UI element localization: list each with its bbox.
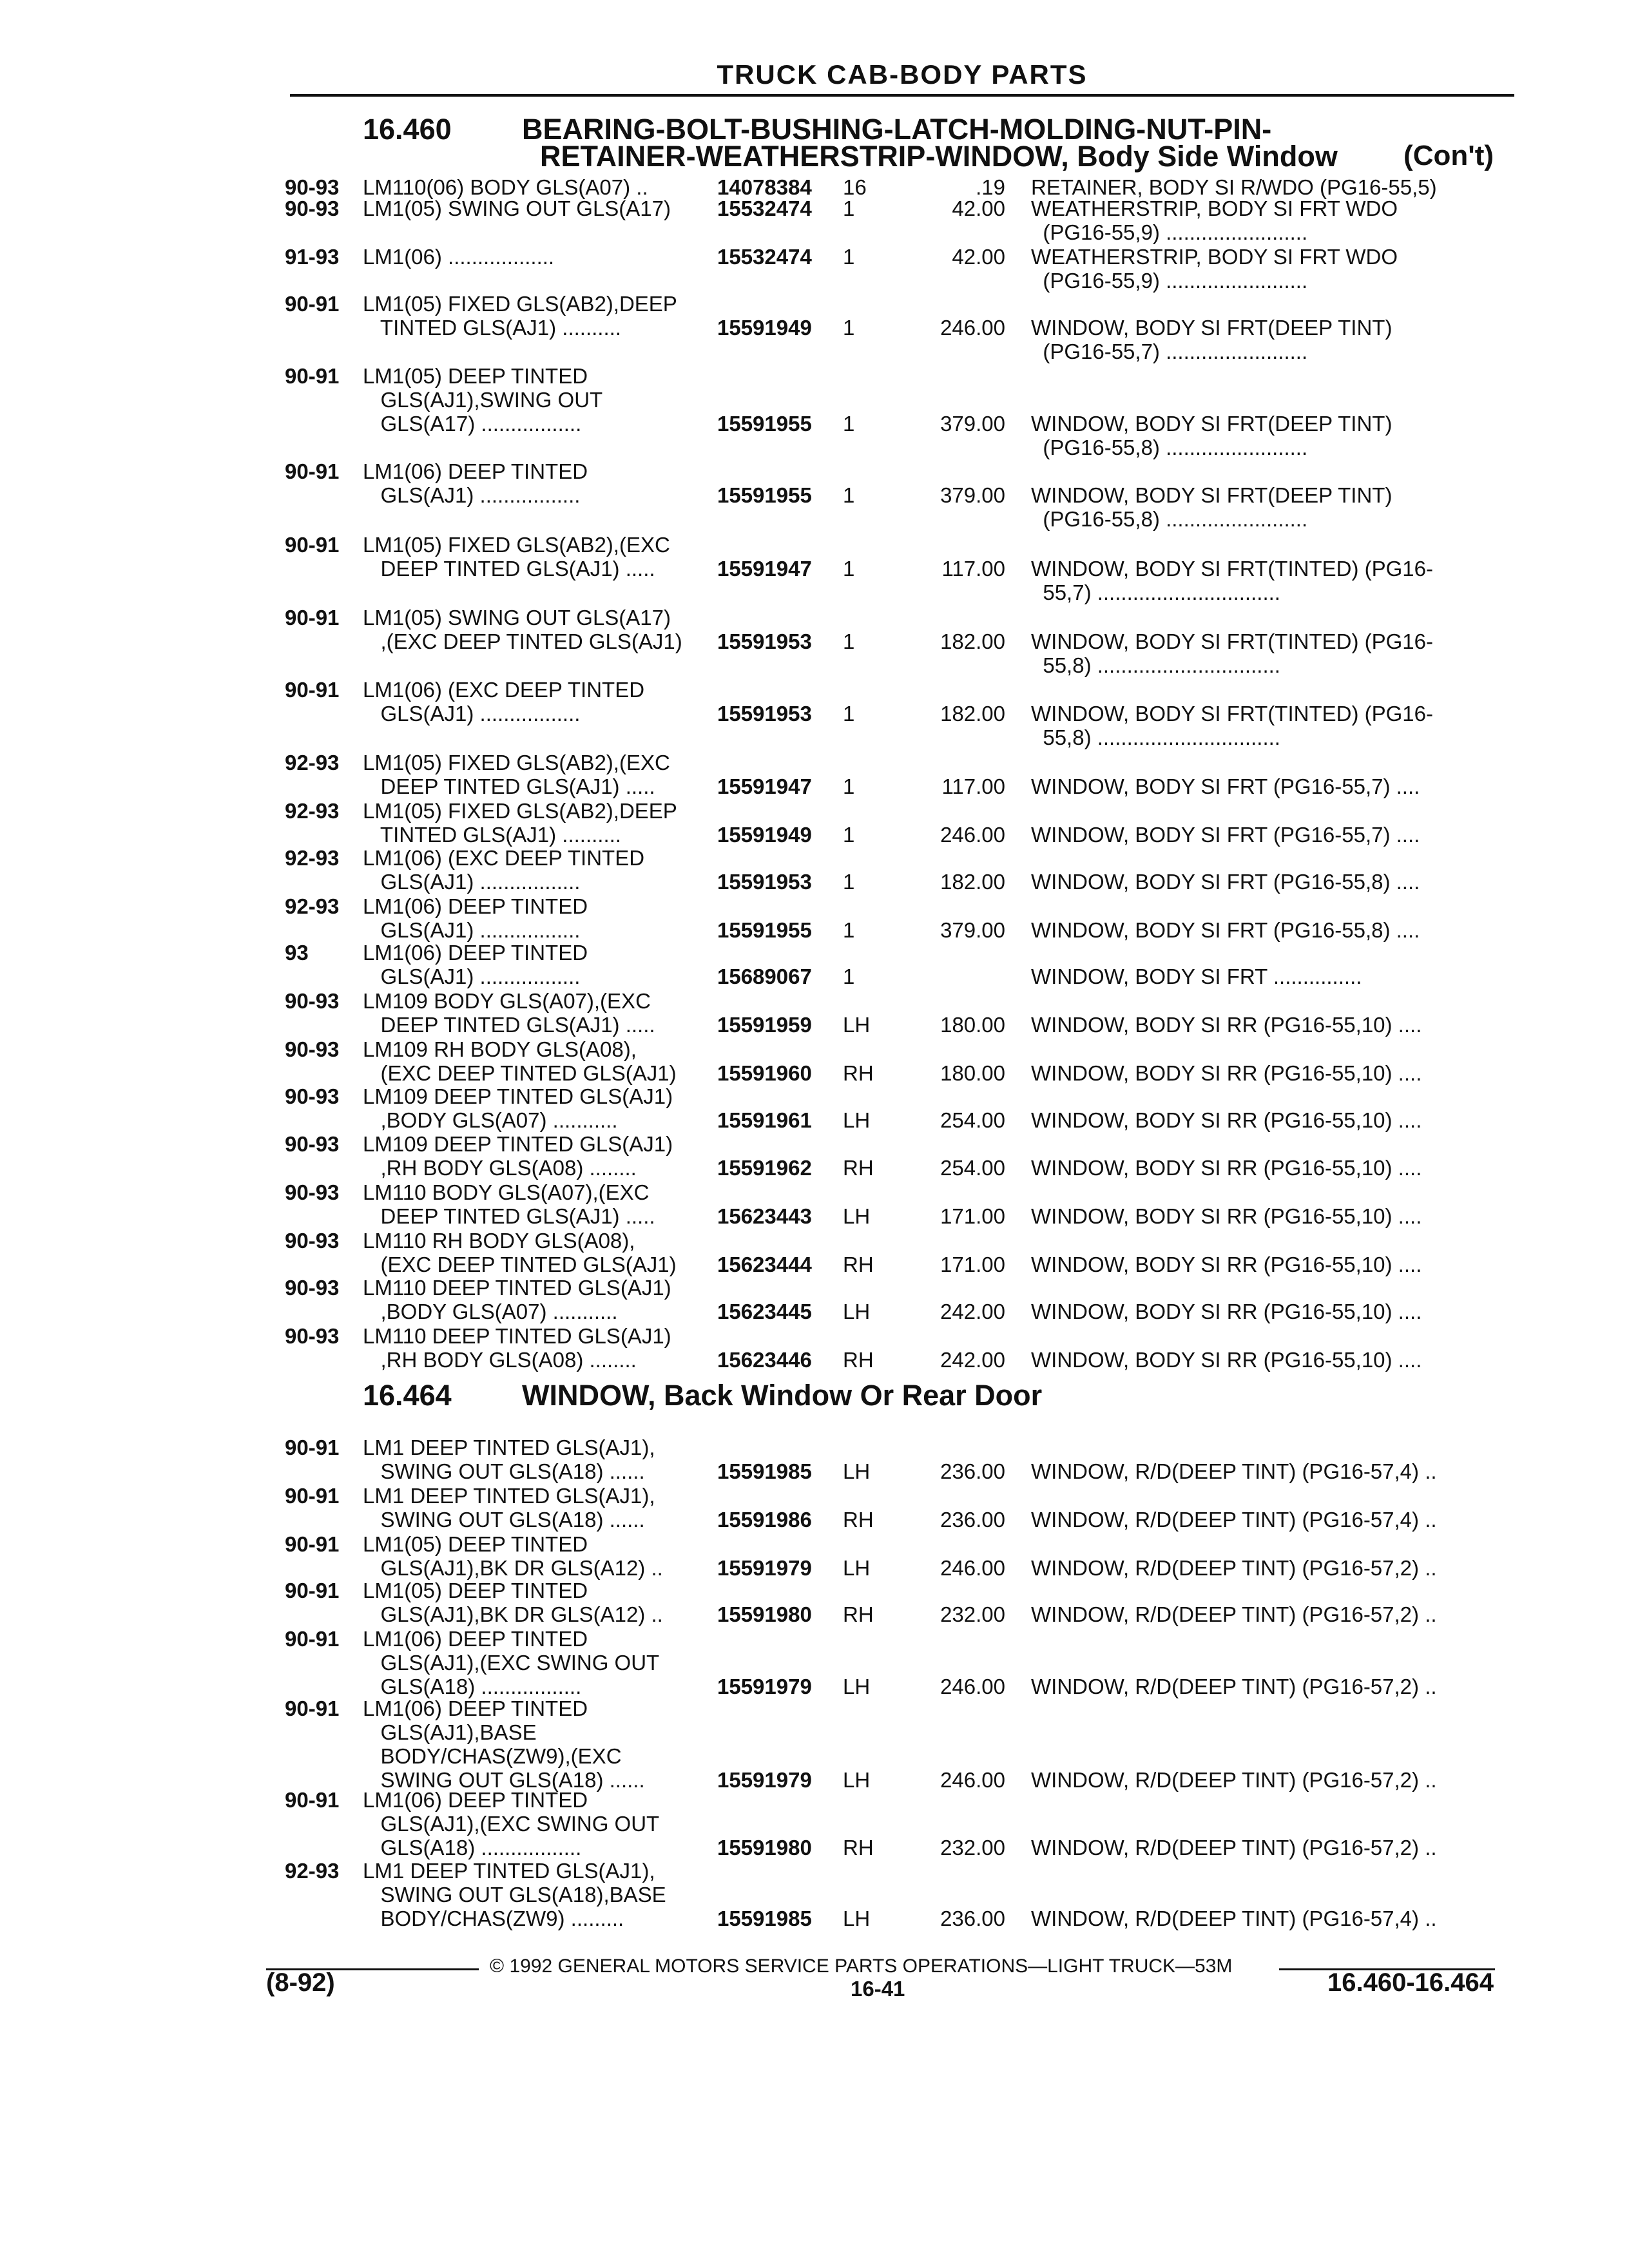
model-years: 90-91 <box>285 1484 340 1508</box>
usage-text: LM1(05) FIXED GLS(AB2),(EXC DEEP TINTED GLS(AJ1) ..... <box>363 751 670 798</box>
parts-row <box>0 894 1629 942</box>
quantity: 1 <box>843 774 855 798</box>
quantity: 1 <box>843 823 855 847</box>
parts-row <box>0 459 1629 531</box>
part-description: WEATHERSTRIP, BODY SI FRT WDO (PG16-55,9) ........................ <box>1031 245 1398 293</box>
part-number: 15591979 <box>717 1675 812 1698</box>
usage-text: LM1(06) (EXC DEEP TINTED GLS(AJ1) ................. <box>363 678 645 726</box>
usage-text: LM1(05) SWING OUT GLS(A17) <box>363 197 671 220</box>
quantity: LH <box>843 1204 871 1228</box>
part-description: WINDOW, R/D(DEEP TINT) (PG16-57,2) .. <box>1031 1602 1437 1626</box>
part-description: WINDOW, BODY SI FRT(DEEP TINT) (PG16-55,7) ........................ <box>1031 316 1393 363</box>
part-description: WINDOW, R/D(DEEP TINT) (PG16-57,2) .. <box>1031 1556 1437 1580</box>
parts-row <box>0 1579 1629 1626</box>
quantity: RH <box>843 1253 874 1276</box>
usage-text: LM110 RH BODY GLS(A08), (EXC DEEP TINTED GLS(AJ1) <box>363 1229 677 1276</box>
part-description: WINDOW, BODY SI RR (PG16-55,10) .... <box>1031 1108 1422 1132</box>
price: 242.00 <box>940 1300 1005 1323</box>
price: 236.00 <box>940 1459 1005 1483</box>
quantity: 16 <box>843 175 867 199</box>
model-years: 90-93 <box>285 989 340 1013</box>
model-years: 90-93 <box>285 1084 340 1108</box>
parts-row <box>0 364 1629 459</box>
usage-text: LM1(05) FIXED GLS(AB2),(EXC DEEP TINTED GLS(AJ1) ..... <box>363 533 670 581</box>
usage-text: LM1(06) DEEP TINTED GLS(AJ1) ................. <box>363 894 588 942</box>
model-years: 90-91 <box>285 606 340 629</box>
part-number: 15591953 <box>717 870 812 894</box>
price: 171.00 <box>940 1253 1005 1276</box>
parts-row <box>0 678 1629 749</box>
usage-text: LM1(05) DEEP TINTED GLS(AJ1),SWING OUT GLS(A17) ................. <box>363 364 603 436</box>
part-number: 15591979 <box>717 1556 812 1580</box>
parts-row <box>0 1859 1629 1930</box>
parts-row <box>0 1132 1629 1180</box>
price: 246.00 <box>940 1556 1005 1580</box>
price: 117.00 <box>941 774 1005 798</box>
quantity: RH <box>843 1602 874 1626</box>
parts-row <box>0 1484 1629 1532</box>
usage-text: LM1(06) .................. <box>363 245 555 269</box>
part-description: WINDOW, BODY SI FRT(DEEP TINT) (PG16-55,8) ........................ <box>1031 412 1393 459</box>
quantity: RH <box>843 1348 874 1372</box>
part-number: 15623444 <box>717 1253 812 1276</box>
price: 236.00 <box>940 1508 1005 1532</box>
parts-row <box>0 1180 1629 1228</box>
part-number: 15591947 <box>717 557 812 581</box>
price: 117.00 <box>941 557 1005 581</box>
model-years: 90-91 <box>285 678 340 702</box>
price: 42.00 <box>952 245 1005 269</box>
quantity: 1 <box>843 412 855 436</box>
part-description: WINDOW, BODY SI FRT ............... <box>1031 965 1362 988</box>
part-description: WINDOW, R/D(DEEP TINT) (PG16-57,2) .. <box>1031 1768 1437 1792</box>
price: 379.00 <box>940 412 1005 436</box>
usage-text: LM1(06) (EXC DEEP TINTED GLS(AJ1) ................. <box>363 846 645 894</box>
model-years: 90-91 <box>285 292 340 316</box>
part-number: 15591986 <box>717 1508 812 1532</box>
parts-row <box>0 799 1629 847</box>
quantity: LH <box>843 1459 871 1483</box>
price: 182.00 <box>940 870 1005 894</box>
section-number: 16.460 <box>363 113 452 146</box>
model-years: 90-93 <box>285 1229 340 1253</box>
model-years: 90-91 <box>285 1436 340 1459</box>
usage-text: LM110 DEEP TINTED GLS(AJ1) ,BODY GLS(A07) ........... <box>363 1276 671 1323</box>
part-description: RETAINER, BODY SI R/WDO (PG16-55,5) <box>1031 175 1437 199</box>
part-description: WINDOW, BODY SI FRT (PG16-55,7) .... <box>1031 823 1420 847</box>
usage-text: LM109 DEEP TINTED GLS(AJ1) ,BODY GLS(A07) ........... <box>363 1084 673 1132</box>
price: 236.00 <box>940 1907 1005 1930</box>
quantity: RH <box>843 1836 874 1860</box>
quantity: 1 <box>843 245 855 269</box>
usage-text: LM1 DEEP TINTED GLS(AJ1), SWING OUT GLS(A18) ...... <box>363 1484 655 1532</box>
model-years: 92-93 <box>285 894 340 918</box>
part-number: 15591955 <box>717 483 812 507</box>
model-years: 92-93 <box>285 1859 340 1883</box>
quantity: 1 <box>843 870 855 894</box>
quantity: 1 <box>843 965 855 988</box>
part-description: WINDOW, BODY SI RR (PG16-55,10) .... <box>1031 1253 1422 1276</box>
parts-row <box>0 533 1629 604</box>
part-description: WINDOW, R/D(DEEP TINT) (PG16-57,4) .. <box>1031 1459 1437 1483</box>
parts-row <box>0 1324 1629 1372</box>
usage-text: LM109 BODY GLS(A07),(EXC DEEP TINTED GLS(AJ1) ..... <box>363 989 655 1037</box>
model-years: 91-93 <box>285 245 340 269</box>
part-description: WINDOW, BODY SI FRT (PG16-55,8) .... <box>1031 918 1420 942</box>
parts-row <box>0 1627 1629 1698</box>
part-description: WINDOW, BODY SI RR (PG16-55,10) .... <box>1031 1156 1422 1180</box>
parts-row <box>0 1436 1629 1483</box>
price: 379.00 <box>940 918 1005 942</box>
page-header: TRUCK CAB-BODY PARTS <box>717 59 1088 90</box>
part-description: WINDOW, R/D(DEEP TINT) (PG16-57,4) .. <box>1031 1907 1437 1930</box>
parts-row <box>0 989 1629 1037</box>
usage-text: LM1(05) FIXED GLS(AB2),DEEP TINTED GLS(AJ1) .......... <box>363 799 677 847</box>
revision-date: (8-92) <box>266 1968 335 1997</box>
price: 246.00 <box>940 1768 1005 1792</box>
parts-row <box>0 1788 1629 1860</box>
price: .19 <box>976 175 1005 199</box>
part-number: 15591949 <box>717 823 812 847</box>
model-years: 90-91 <box>285 1696 340 1720</box>
usage-text: LM1(06) DEEP TINTED GLS(AJ1),(EXC SWING OUT GLS(A18) ................. <box>363 1788 660 1860</box>
price: 180.00 <box>940 1061 1005 1085</box>
part-number: 15591985 <box>717 1907 812 1930</box>
section-number: 16.464 <box>363 1379 452 1412</box>
quantity: LH <box>843 1300 871 1323</box>
quantity: LH <box>843 1556 871 1580</box>
part-number: 15591953 <box>717 629 812 653</box>
quantity: 1 <box>843 629 855 653</box>
part-number: 15591947 <box>717 774 812 798</box>
parts-row <box>0 1532 1629 1580</box>
part-description: WINDOW, BODY SI RR (PG16-55,10) .... <box>1031 1300 1422 1323</box>
usage-text: LM110 BODY GLS(A07),(EXC DEEP TINTED GLS(AJ1) ..... <box>363 1180 655 1228</box>
model-years: 90-93 <box>285 1276 340 1300</box>
price: 246.00 <box>940 823 1005 847</box>
quantity: RH <box>843 1508 874 1532</box>
model-years: 90-93 <box>285 175 340 199</box>
part-description: WINDOW, BODY SI RR (PG16-55,10) .... <box>1031 1013 1422 1037</box>
part-number: 15591953 <box>717 702 812 726</box>
parts-row <box>0 941 1629 988</box>
part-description: WINDOW, R/D(DEEP TINT) (PG16-57,4) .. <box>1031 1508 1437 1532</box>
model-years: 90-93 <box>285 197 340 220</box>
part-number: 15532474 <box>717 197 812 220</box>
part-description: WINDOW, BODY SI RR (PG16-55,10) .... <box>1031 1204 1422 1228</box>
model-years: 90-91 <box>285 533 340 557</box>
part-number: 14078384 <box>717 175 812 199</box>
price: 254.00 <box>940 1108 1005 1132</box>
model-years: 90-91 <box>285 459 340 483</box>
price: 254.00 <box>940 1156 1005 1180</box>
model-years: 90-91 <box>285 1532 340 1556</box>
part-description: WINDOW, R/D(DEEP TINT) (PG16-57,2) .. <box>1031 1836 1437 1860</box>
quantity: LH <box>843 1013 871 1037</box>
header-rule <box>290 94 1514 97</box>
price: 246.00 <box>940 1675 1005 1698</box>
quantity: 1 <box>843 918 855 942</box>
price: 182.00 <box>940 629 1005 653</box>
part-description: WINDOW, BODY SI FRT(DEEP TINT) (PG16-55,8) ........................ <box>1031 483 1393 531</box>
model-years: 90-93 <box>285 1132 340 1156</box>
section-title-line2: RETAINER-WEATHERSTRIP-WINDOW, Body Side Window <box>540 140 1338 173</box>
parts-row <box>0 197 1629 244</box>
price: 242.00 <box>940 1348 1005 1372</box>
usage-text: LM1(05) SWING OUT GLS(A17) ,(EXC DEEP TINTED GLS(AJ1) <box>363 606 682 653</box>
quantity: 1 <box>843 197 855 220</box>
part-description: WINDOW, BODY SI FRT(TINTED) (PG16- 55,8) ............................... <box>1031 629 1433 677</box>
model-years: 92-93 <box>285 846 340 870</box>
usage-text: LM109 RH BODY GLS(A08), (EXC DEEP TINTED GLS(AJ1) <box>363 1037 677 1085</box>
part-number: 15591962 <box>717 1156 812 1180</box>
part-number: 15591959 <box>717 1013 812 1037</box>
quantity: LH <box>843 1907 871 1930</box>
parts-row <box>0 1037 1629 1085</box>
model-years: 90-91 <box>285 364 340 388</box>
section-title-line1: BEARING-BOLT-BUSHING-LATCH-MOLDING-NUT-PIN- <box>522 113 1272 146</box>
part-description: WINDOW, BODY SI FRT(TINTED) (PG16- 55,7) ............................... <box>1031 557 1433 604</box>
parts-row <box>0 1276 1629 1323</box>
model-years: 92-93 <box>285 799 340 823</box>
parts-row <box>0 606 1629 677</box>
parts-row <box>0 1084 1629 1132</box>
part-description: WINDOW, R/D(DEEP TINT) (PG16-57,2) .. <box>1031 1675 1437 1698</box>
part-number: 15689067 <box>717 965 812 988</box>
part-description: WINDOW, BODY SI FRT (PG16-55,8) .... <box>1031 870 1420 894</box>
usage-text: LM110 DEEP TINTED GLS(AJ1) ,RH BODY GLS(A08) ........ <box>363 1324 671 1372</box>
usage-text: LM1(05) FIXED GLS(AB2),DEEP TINTED GLS(AJ1) .......... <box>363 292 677 340</box>
usage-text: LM1(05) DEEP TINTED GLS(AJ1),BK DR GLS(A12) .. <box>363 1579 663 1626</box>
quantity: 1 <box>843 483 855 507</box>
part-number: 15623446 <box>717 1348 812 1372</box>
quantity: LH <box>843 1768 871 1792</box>
price: 246.00 <box>940 316 1005 340</box>
part-number: 15623443 <box>717 1204 812 1228</box>
part-description: WEATHERSTRIP, BODY SI FRT WDO (PG16-55,9) ........................ <box>1031 197 1398 244</box>
part-number: 15591980 <box>717 1836 812 1860</box>
usage-text: LM1(06) DEEP TINTED GLS(AJ1),BASE BODY/CHAS(ZW9),(EXC SWING OUT GLS(A18) ...... <box>363 1696 645 1792</box>
usage-text: LM1(05) DEEP TINTED GLS(AJ1),BK DR GLS(A12) .. <box>363 1532 663 1580</box>
part-description: WINDOW, BODY SI FRT (PG16-55,7) .... <box>1031 774 1420 798</box>
quantity: RH <box>843 1061 874 1085</box>
part-number: 15591949 <box>717 316 812 340</box>
price: 379.00 <box>940 483 1005 507</box>
parts-row <box>0 292 1629 363</box>
model-years: 90-91 <box>285 1627 340 1651</box>
part-number: 15623445 <box>717 1300 812 1323</box>
price: 42.00 <box>952 197 1005 220</box>
model-years: 90-91 <box>285 1788 340 1812</box>
price: 232.00 <box>940 1602 1005 1626</box>
part-description: WINDOW, BODY SI RR (PG16-55,10) .... <box>1031 1348 1422 1372</box>
model-years: 92-93 <box>285 751 340 774</box>
price: 180.00 <box>940 1013 1005 1037</box>
part-number: 15591960 <box>717 1061 812 1085</box>
model-years: 90-93 <box>285 1037 340 1061</box>
page-number: 16-41 <box>851 1977 905 2001</box>
part-number: 15591961 <box>717 1108 812 1132</box>
parts-row <box>0 846 1629 894</box>
part-description: WINDOW, BODY SI FRT(TINTED) (PG16- 55,8) ............................... <box>1031 702 1433 749</box>
quantity: 1 <box>843 557 855 581</box>
usage-text: LM109 DEEP TINTED GLS(AJ1) ,RH BODY GLS(A08) ........ <box>363 1132 673 1180</box>
parts-row <box>0 751 1629 798</box>
part-number: 15591979 <box>717 1768 812 1792</box>
parts-row <box>0 1696 1629 1792</box>
copyright-notice: © 1992 GENERAL MOTORS SERVICE PARTS OPERATIONS—LIGHT TRUCK—53M <box>490 1956 1233 1977</box>
model-years: 90-93 <box>285 1324 340 1348</box>
price: 232.00 <box>940 1836 1005 1860</box>
part-number: 15591955 <box>717 918 812 942</box>
part-description: WINDOW, BODY SI RR (PG16-55,10) .... <box>1031 1061 1422 1085</box>
quantity: 1 <box>843 702 855 726</box>
quantity: LH <box>843 1108 871 1132</box>
usage-text: LM1(06) DEEP TINTED GLS(AJ1),(EXC SWING OUT GLS(A18) ................. <box>363 1627 660 1698</box>
quantity: LH <box>843 1675 871 1698</box>
parts-row <box>0 1229 1629 1276</box>
part-number: 15591985 <box>717 1459 812 1483</box>
section-range: 16.460-16.464 <box>1327 1968 1494 1997</box>
model-years: 90-93 <box>285 1180 340 1204</box>
quantity: RH <box>843 1156 874 1180</box>
price: 171.00 <box>940 1204 1005 1228</box>
model-years: 93 <box>285 941 309 965</box>
section-title: WINDOW, Back Window Or Rear Door <box>522 1379 1043 1412</box>
quantity: 1 <box>843 316 855 340</box>
usage-text: LM110(06) BODY GLS(A07) .. <box>363 175 648 199</box>
usage-text: LM1(06) DEEP TINTED GLS(AJ1) ................. <box>363 941 588 988</box>
price: 182.00 <box>940 702 1005 726</box>
usage-text: LM1 DEEP TINTED GLS(AJ1), SWING OUT GLS(A18),BASE BODY/CHAS(ZW9) ......... <box>363 1859 666 1930</box>
model-years: 90-91 <box>285 1579 340 1602</box>
part-number: 15532474 <box>717 245 812 269</box>
usage-text: LM1(06) DEEP TINTED GLS(AJ1) ................. <box>363 459 588 507</box>
part-number: 15591980 <box>717 1602 812 1626</box>
part-number: 15591955 <box>717 412 812 436</box>
usage-text: LM1 DEEP TINTED GLS(AJ1), SWING OUT GLS(A18) ...... <box>363 1436 655 1483</box>
parts-row <box>0 245 1629 293</box>
continued-label: (Con't) <box>1403 140 1494 171</box>
